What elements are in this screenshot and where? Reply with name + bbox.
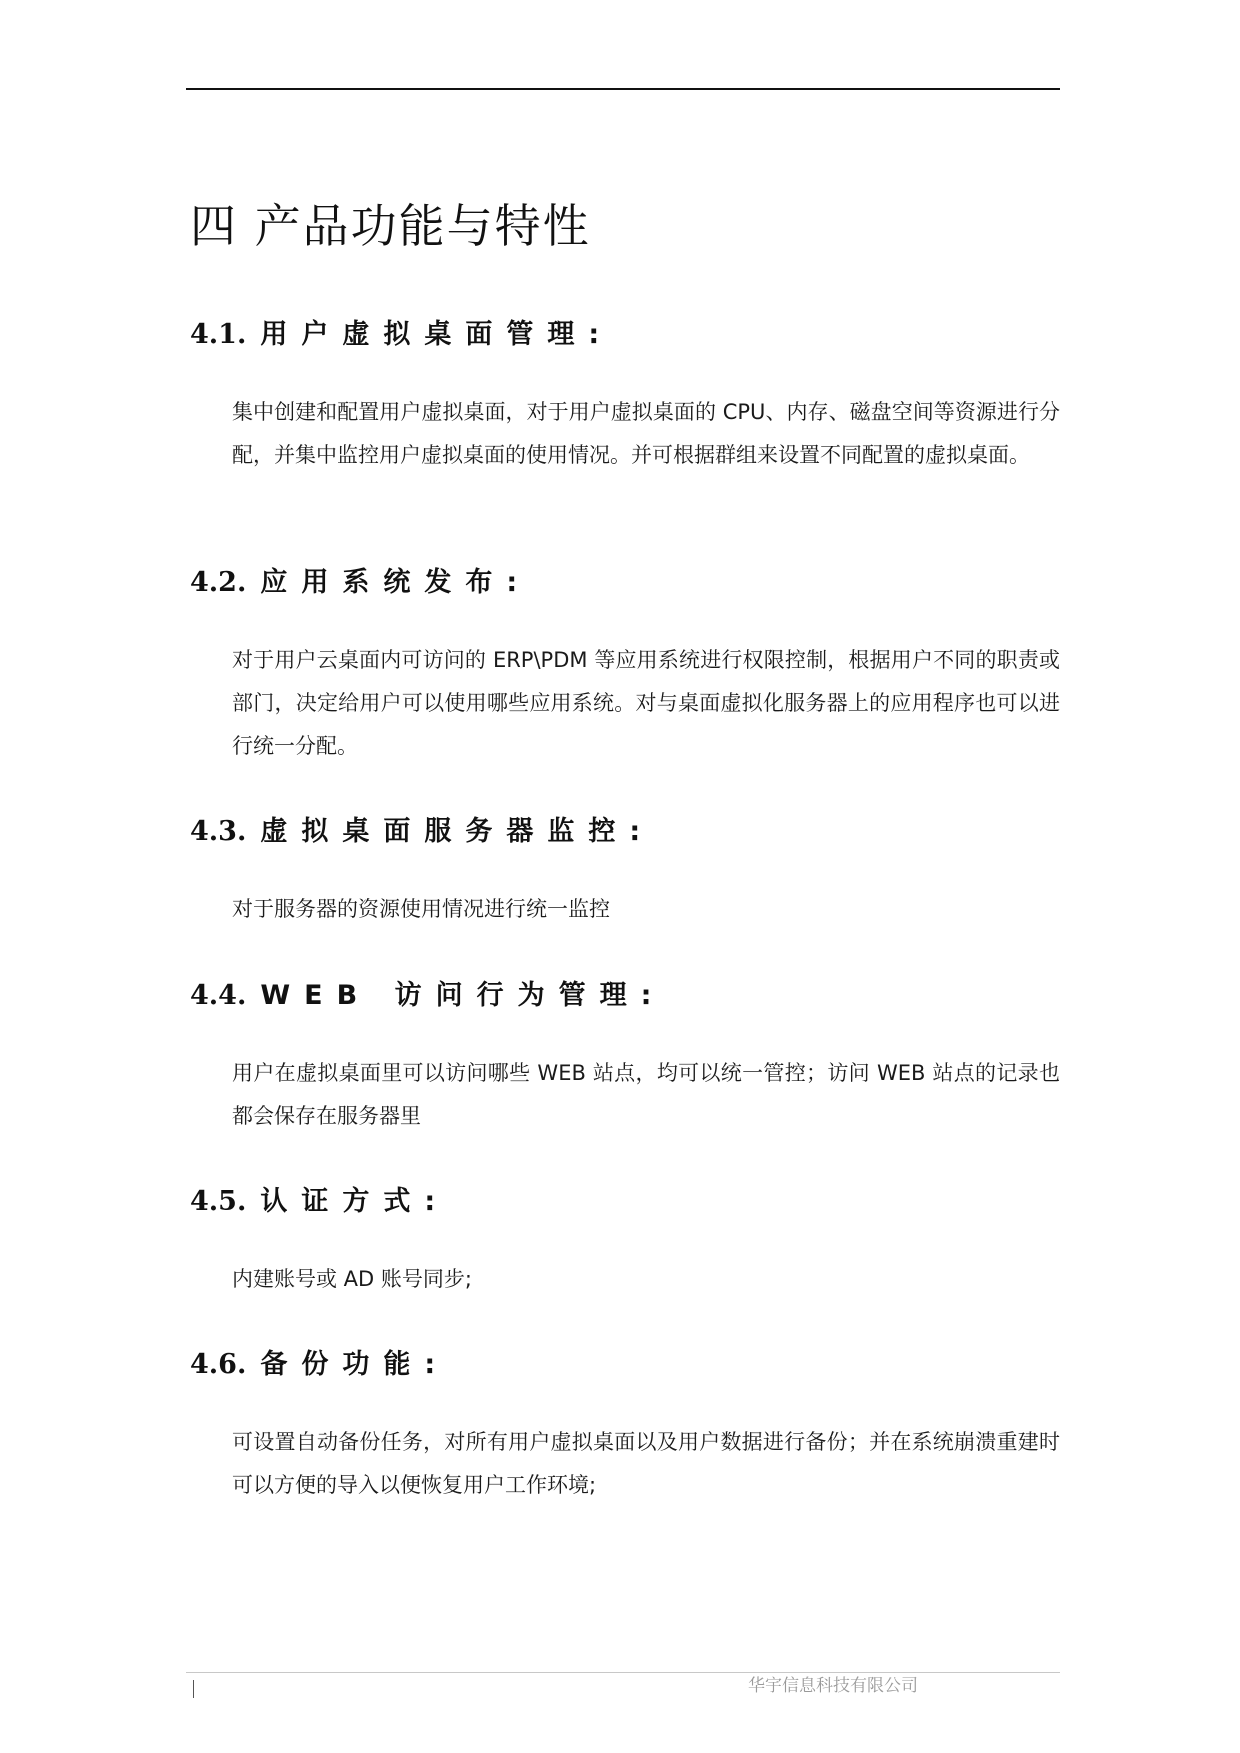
- section-body: 对于服务器的资源使用情况进行统一监控: [232, 897, 610, 921]
- section-4-2: [190, 563, 1060, 768]
- section-heading: [190, 1345, 1060, 1385]
- section-title: 应用系统发布:: [260, 567, 532, 598]
- section-title: 用户虚拟桌面管理:: [260, 319, 614, 350]
- section-body: 可设置自动备份任务，对所有用户虚拟桌面以及用户数据进行备份；并在系统崩溃重建时可以方便的导入以便恢复用户工作环境;: [232, 1430, 1060, 1497]
- section-heading: [190, 1182, 1060, 1222]
- section-body: 用户在虚拟桌面里可以访问哪些 WEB 站点，均可以统一管控；访问 WEB 站点的记录也都会保存在服务器里: [232, 1061, 1060, 1128]
- section-4-3: [190, 812, 1060, 931]
- section-heading: [190, 315, 1060, 355]
- section-heading: [190, 563, 1060, 603]
- section-4-5: [190, 1182, 1060, 1301]
- section-body: 集中创建和配置用户虚拟桌面，对于用户虚拟桌面的 CPU、内存、磁盘空间等资源进行分配，并集中监控用户虚拟桌面的使用情况。并可根据群组来设置不同配置的虚拟桌面。: [232, 400, 1060, 467]
- footer-company-name: 华宇信息科技有限公司: [748, 1676, 918, 1696]
- section-title: 虚拟桌面服务器监控:: [260, 816, 655, 847]
- section-title: 备份功能:: [260, 1349, 450, 1380]
- section-heading: [190, 812, 1060, 852]
- section-number: 4.2.: [190, 567, 247, 598]
- footer-separator: [193, 1680, 194, 1698]
- section-title: 认证方式:: [260, 1186, 450, 1217]
- section-number: 4.4.: [190, 980, 247, 1011]
- footer-rule: [186, 1672, 1060, 1673]
- section-number: 4.1.: [190, 319, 247, 350]
- header-rule: [186, 88, 1060, 90]
- section-number: 4.5.: [190, 1186, 247, 1217]
- section-4-6: [190, 1345, 1060, 1507]
- section-4-1: [190, 315, 1060, 477]
- section-body: 内建账号或 AD 账号同步;: [232, 1267, 472, 1291]
- section-heading: [190, 976, 1060, 1016]
- section-body: 对于用户云桌面内可访问的 ERP\PDM 等应用系统进行权限控制，根据用户不同的职责或部门，决定给用户可以使用哪些应用系统。对与桌面虚拟化服务器上的应用程序也可以进行统一分配。: [232, 648, 1060, 758]
- section-number: 4.6.: [190, 1349, 247, 1380]
- section-number: 4.3.: [190, 816, 247, 847]
- section-title: WEB 访问行为管理:: [260, 980, 666, 1011]
- chapter-title: 四 产品功能与特性: [190, 199, 591, 253]
- section-4-4: [190, 976, 1060, 1138]
